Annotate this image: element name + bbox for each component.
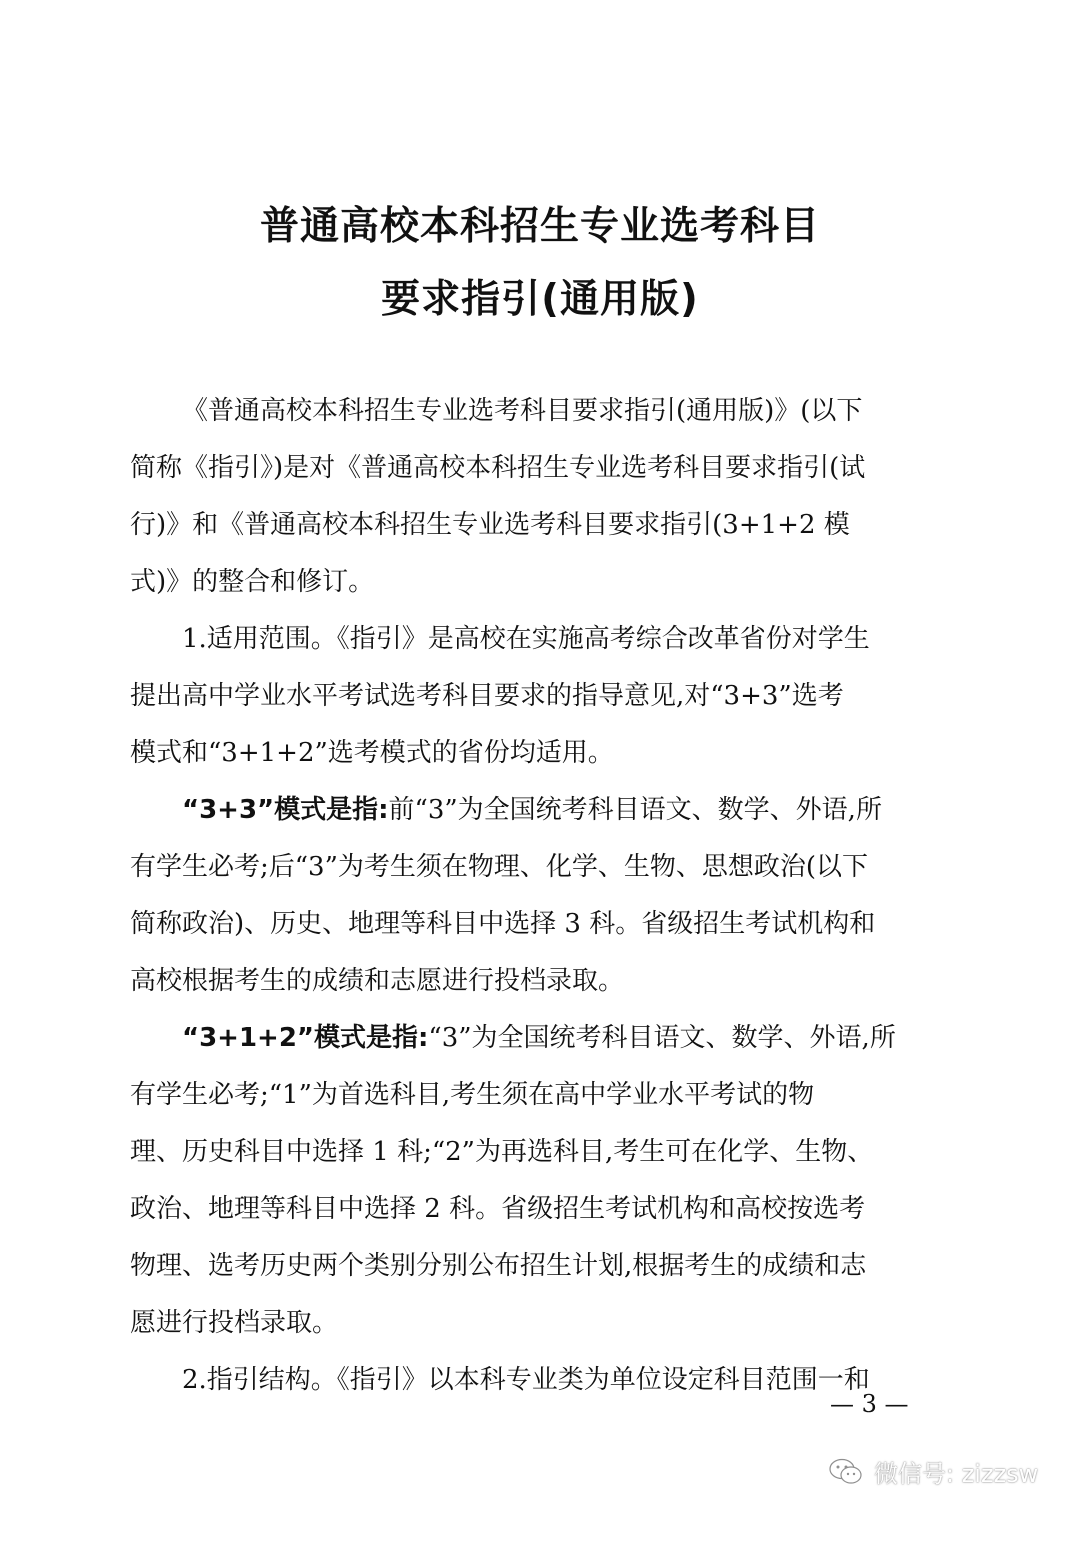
body-text — [130, 383, 940, 1409]
paragraph-4-line-5: 物理、选考历史两个类别分别公布招生计划,根据考生的成绩和志 — [130, 1251, 867, 1281]
page-title-line-1: 普通高校本科招生专业选考科目 — [259, 204, 820, 249]
paragraph-2-line-2: 提出高中学业水平考试选考科目要求的指导意见,对“3+3”选考 — [130, 681, 844, 711]
paragraph-1-line-2: 简称《指引》)是对《普通高校本科招生专业选考科目要求指引(试 — [130, 453, 866, 483]
wechat-icon — [828, 1457, 864, 1487]
page-number: — 3 — — [830, 1390, 909, 1418]
paragraph-2-line-3: 模式和“3+1+2”选考模式的省份均适用。 — [130, 738, 614, 768]
paragraph-2-line-1: 1.适用范围。《指引》是高校在实施高考综合改革省份对学生 — [182, 624, 870, 654]
paragraph-3-line-4: 高校根据考生的成绩和志愿进行投档录取。 — [130, 966, 625, 996]
paragraph-3-line-2: 有学生必考;后“3”为考生须在物理、化学、生物、思想政治(以下 — [130, 852, 869, 882]
paragraph-1-line-4: 式)》的整合和修订。 — [130, 567, 375, 597]
paragraph-3-heading: “3+3”模式是指: — [182, 795, 389, 825]
paragraph-3-line-1-text: 前“3”为全国统考科目语文、数学、外语,所 — [388, 795, 882, 825]
paragraph-4-line-2: 有学生必考;“1”为首选科目,考生须在高中学业水平考试的物 — [130, 1080, 815, 1110]
paragraph-4-heading: “3+1+2”模式是指: — [182, 1023, 429, 1053]
paragraph-3-line-3: 简称政治)、历史、地理等科目中选择 3 科。省级招生考试机构和 — [130, 909, 876, 939]
paragraph-1-line-1: 《普通高校本科招生专业选考科目要求指引(通用版)》(以下 — [182, 396, 863, 426]
watermark — [828, 1454, 1038, 1489]
paragraph-5-line-1: 2.指引结构。《指引》以本科专业类为单位设定科目范围一和 — [182, 1365, 870, 1395]
paragraph-4-line-1 — [130, 1010, 940, 1067]
page-title-line-2: 要求指引(通用版) — [381, 277, 699, 322]
paragraph-4-line-1-text: “3”为全国统考科目语文、数学、外语,所 — [428, 1023, 896, 1053]
watermark-text: 微信号: zizzsw — [874, 1460, 1039, 1488]
paragraph-4-line-3: 理、历史科目中选择 1 科;“2”为再选科目,考生可在化学、生物、 — [130, 1137, 874, 1167]
paragraph-3-line-1 — [130, 782, 940, 839]
paragraph-4-line-6: 愿进行投档录取。 — [130, 1308, 339, 1338]
paragraph-4-line-4: 政治、地理等科目中选择 2 科。省级招生考试机构和高校按选考 — [130, 1194, 866, 1224]
paragraph-1-line-3: 行)》和《普通高校本科招生专业选考科目要求指引(3+1+2 模 — [130, 510, 850, 540]
